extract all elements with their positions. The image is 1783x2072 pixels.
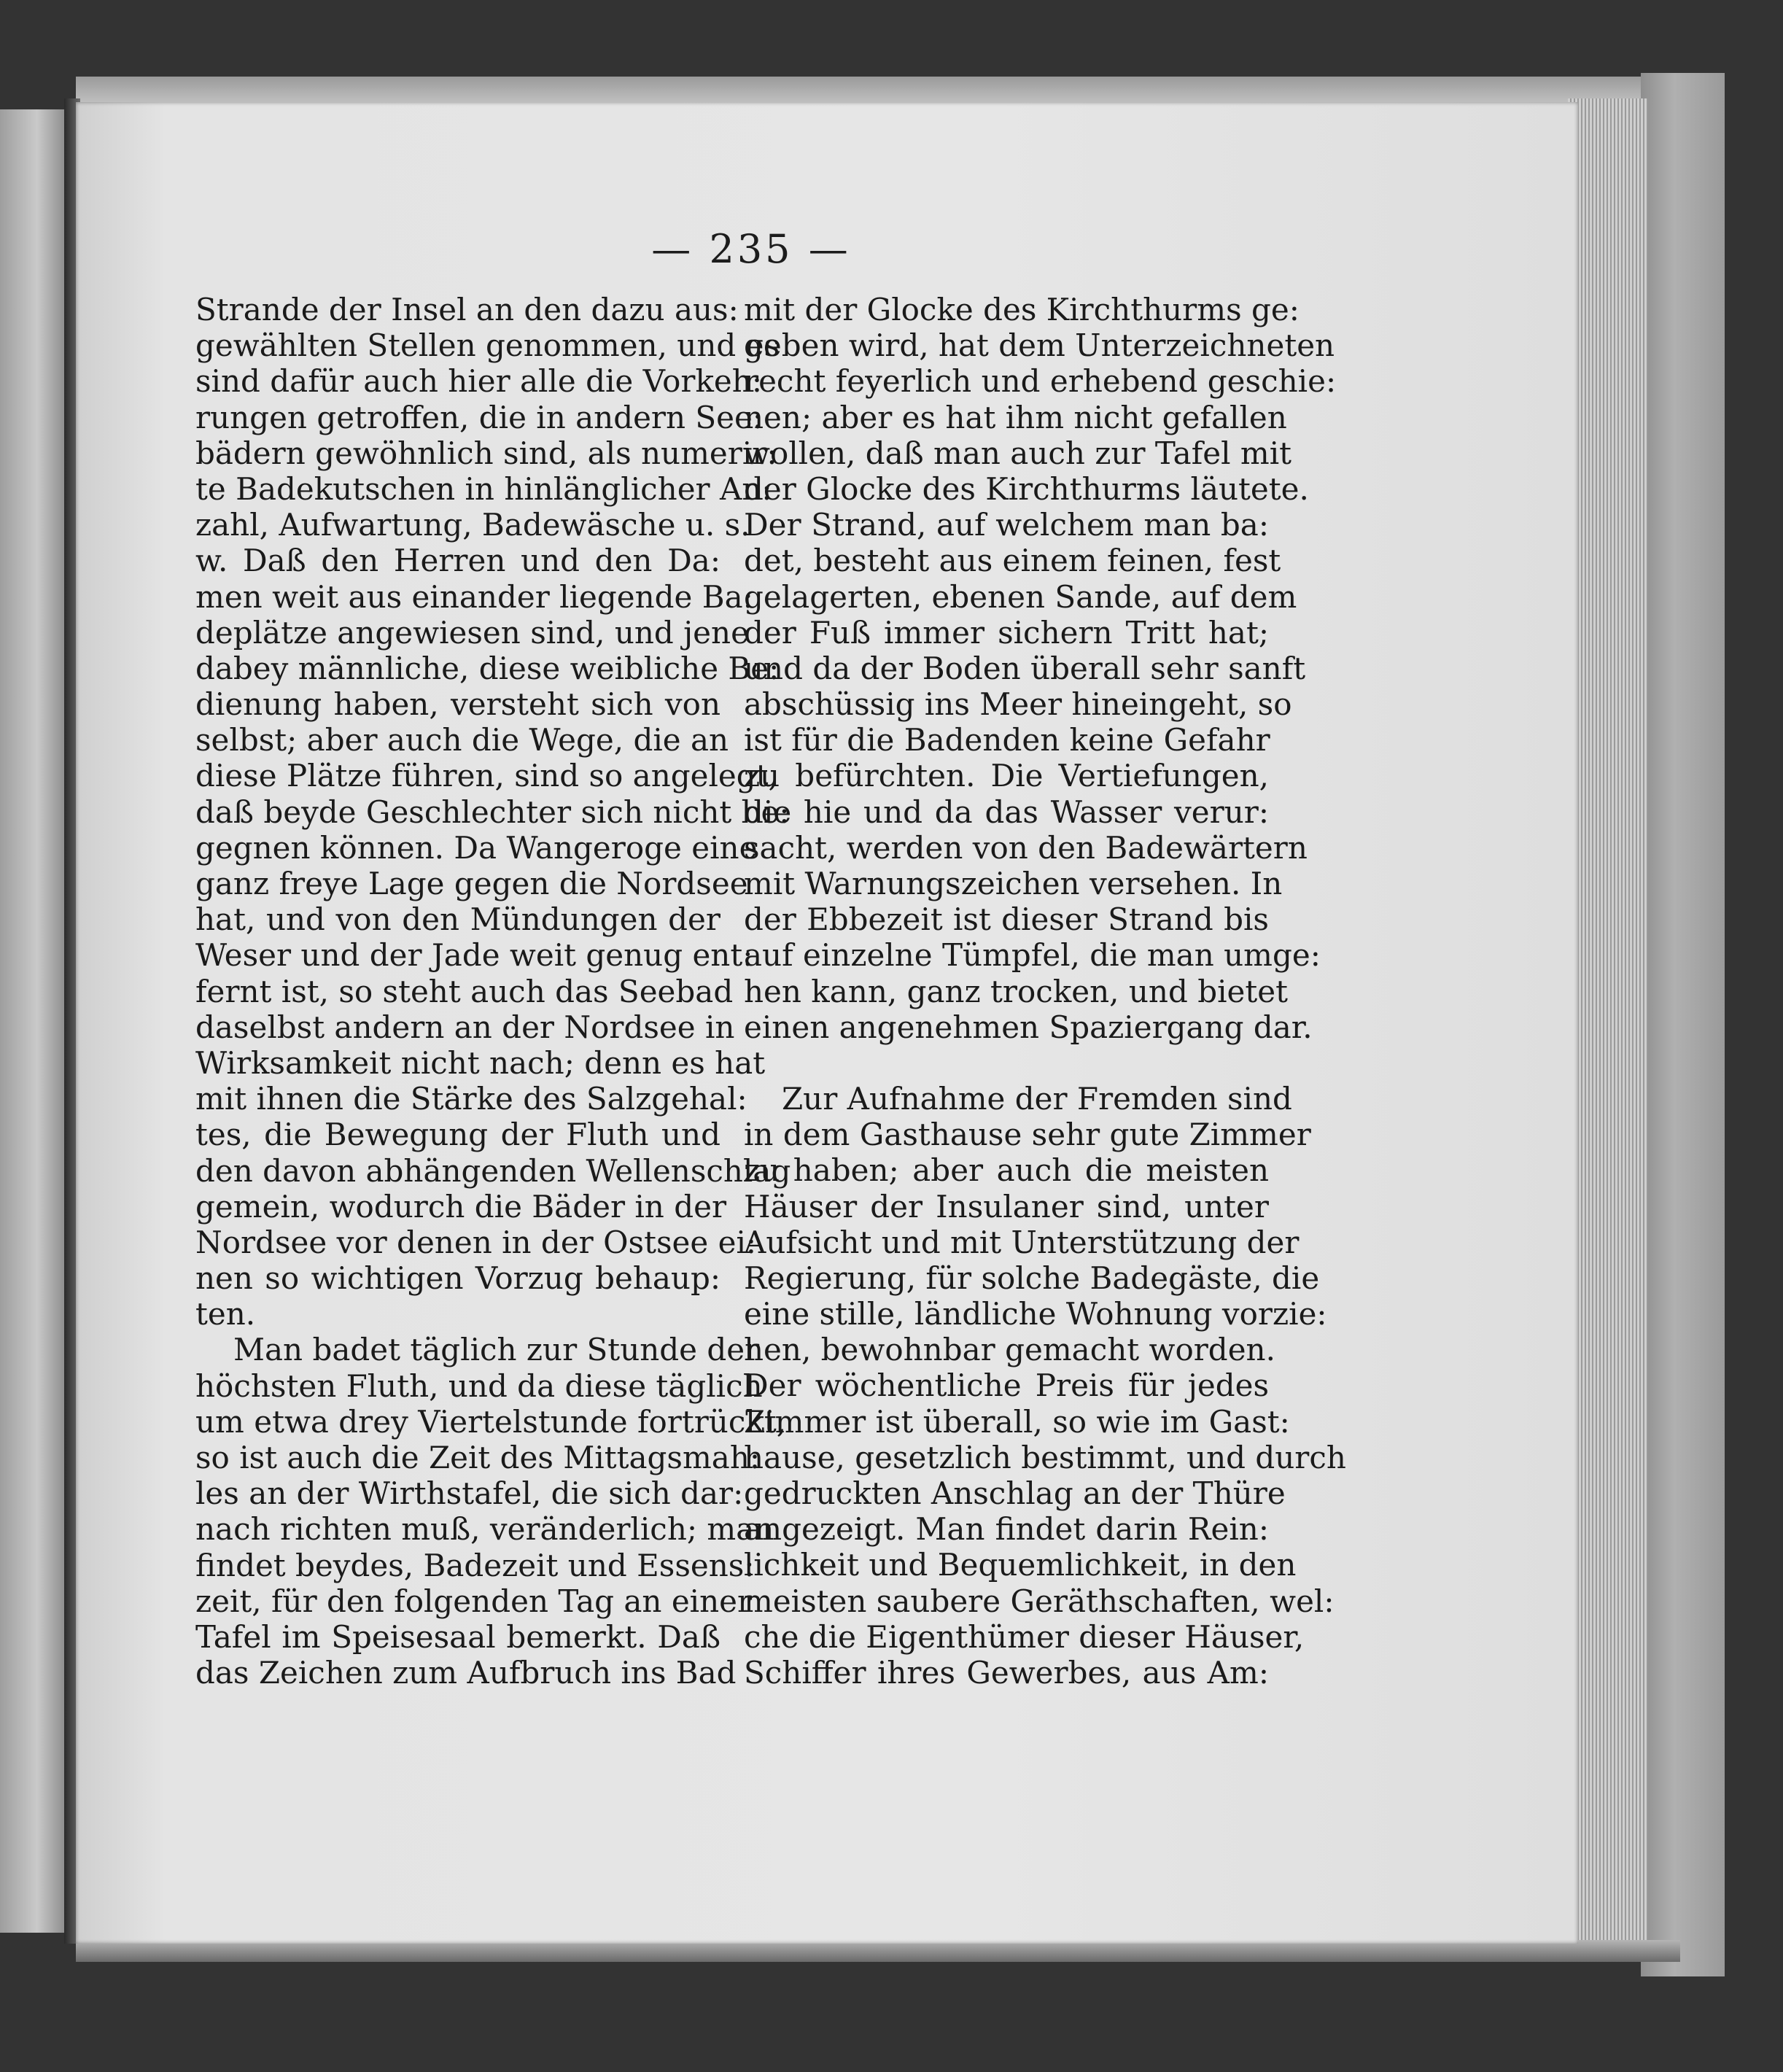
text-line: Man badet täglich zur Stunde der [233, 1332, 760, 1368]
text-line: zu haben; aber auch die meisten [744, 1152, 1269, 1189]
text-line: les an der Wirthstafel, die sich dar: [195, 1475, 744, 1512]
text-line: Zur Aufnahme der Fremden sind [782, 1080, 1292, 1117]
text-line: mit ihnen die Stärke des Salzgehal: [195, 1081, 747, 1117]
text-line: und da der Boden überall sehr sanft [744, 650, 1306, 686]
text-line: mit der Glocke des Kirchthurms ge: [744, 292, 1300, 327]
text-line: Regierung, für solche Badegäste, die [744, 1260, 1320, 1296]
text-line: Schiffer ihres Gewerbes, aus Am: [744, 1654, 1269, 1691]
text-line: meisten saubere Geräthschaften, wel: [744, 1583, 1335, 1619]
text-line: der Ebbezeit ist dieser Strand bis [744, 901, 1269, 938]
text-line: der Fuß immer sichern Tritt hat; [744, 614, 1269, 651]
text-line: Tafel im Speisesaal bemerkt. Daß [195, 1618, 720, 1655]
text-line: w. Daß den Herren und den Da: [195, 543, 720, 579]
text-line: den davon abhängenden Wellenschlag [195, 1152, 791, 1189]
text-line: Der Strand, auf welchem man ba: [744, 507, 1269, 543]
text-line: nen; aber es hat ihm nicht gefallen [744, 399, 1287, 435]
text-line: Häuser der Insulaner sind, unter [744, 1188, 1269, 1225]
right-text-column [744, 292, 1346, 1691]
text-line: gelagerten, ebenen Sande, auf dem [744, 578, 1297, 615]
text-line: lichkeit und Bequemlichkeit, in den [744, 1547, 1297, 1583]
text-line: das Zeichen zum Aufbruch ins Bad [195, 1655, 737, 1691]
paragraph-gap [744, 1045, 1269, 1081]
text-line: ist für die Badenden keine Gefahr [744, 722, 1270, 758]
text-line: gegnen können. Da Wangeroge eine [195, 829, 758, 866]
text-line: Aufsicht und mit Unterstützung der [744, 1224, 1300, 1260]
text-line: Zimmer ist überall, so wie im Gast: [744, 1403, 1290, 1440]
book-top-edge [76, 77, 1680, 106]
text-line: Wirksamkeit nicht nach; denn es hat [195, 1044, 766, 1081]
text-line: höchsten Fluth, und da diese täglich [195, 1367, 763, 1404]
text-line: gemein, wodurch die Bäder in der [195, 1188, 727, 1225]
text-line: der Glocke des Kirchthurms läutete. [744, 470, 1309, 507]
text-line: Nordsee vor denen in der Ostsee ei: [195, 1224, 757, 1260]
text-line: gedruckten Anschlag an der Thüre [744, 1475, 1286, 1511]
text-line: sacht, werden von den Badewärtern [744, 829, 1308, 866]
text-line: deplätze angewiesen sind, und jene [195, 614, 749, 651]
text-line: hause, gesetzlich bestimmt, und durch [744, 1439, 1346, 1475]
text-line: dabey männliche, diese weibliche Be: [195, 650, 780, 686]
text-line: rungen getroffen, die in andern See: [195, 399, 764, 435]
text-line: nen so wichtigen Vorzug behaup: [195, 1260, 720, 1297]
text-line: einen angenehmen Spaziergang dar. [744, 1009, 1313, 1045]
text-line: mit Warnungszeichen versehen. In [744, 866, 1283, 901]
text-line: zahl, Aufwartung, Badewäsche u. s. [195, 507, 750, 543]
text-line: um etwa drey Viertelstunde fortrückt, [195, 1403, 787, 1440]
left-text-column [195, 292, 791, 1691]
left-page-edge [0, 109, 67, 1933]
text-line: die hie und da das Wasser verur: [744, 794, 1269, 830]
text-line: in dem Gasthause sehr gute Zimmer [744, 1117, 1311, 1153]
text-line: sind dafür auch hier alle die Vorkeh: [195, 363, 762, 400]
text-line: gewählten Stellen genommen, und es [195, 327, 780, 364]
text-line: wollen, daß man auch zur Tafel mit [744, 435, 1292, 471]
page-number: — 235 — [651, 226, 851, 272]
text-line: so ist auch die Zeit des Mittagsmah: [195, 1440, 761, 1475]
page-stack-edges [1568, 98, 1648, 1951]
text-line: Weser und der Jade weit genug ent: [195, 937, 753, 974]
text-line: tes, die Bewegung der Fluth und [195, 1117, 720, 1153]
text-line: Der wöchentliche Preis für jedes [744, 1367, 1269, 1404]
text-line: ten. [195, 1296, 256, 1332]
text-line: che die Eigenthümer dieser Häuser, [744, 1618, 1305, 1655]
text-line: dienung haben, versteht sich von [195, 686, 720, 723]
text-line: eine stille, ländliche Wohnung vorzie: [744, 1296, 1327, 1332]
text-line: men weit aus einander liegende Ba: [195, 578, 753, 615]
text-line: ganz freye Lage gegen die Nordsee [195, 866, 748, 901]
text-line: diese Plätze führen, sind so angelegt, [195, 758, 778, 794]
text-line: zu befürchten. Die Vertiefungen, [744, 758, 1269, 794]
text-line: daselbst andern an der Nordsee in [195, 1009, 735, 1045]
text-line: nach richten muß, veränderlich; man [195, 1511, 774, 1548]
text-line: te Badekutschen in hinlänglicher An: [195, 470, 772, 507]
text-line: auf einzelne Tümpfel, die man umge: [744, 937, 1321, 974]
text-line: geben wird, hat dem Unterzeichneten [744, 327, 1335, 364]
text-line: hen kann, ganz trocken, und bietet [744, 973, 1288, 1009]
text-line: selbst; aber auch die Wege, die an [195, 722, 729, 758]
text-line: recht feyerlich und erhebend geschie: [744, 363, 1337, 400]
text-line: findet beydes, Badezeit und Essens: [195, 1547, 755, 1583]
text-line: daß beyde Geschlechter sich nicht be: [195, 794, 790, 830]
text-line: hat, und von den Mündungen der [195, 901, 720, 938]
book-cover-edge [1641, 73, 1725, 1976]
text-line: hen, bewohnbar gemacht worden. [744, 1332, 1275, 1368]
text-line: bädern gewöhnlich sind, als numerir: [195, 435, 777, 471]
text-line: angezeigt. Man findet darin Rein: [744, 1511, 1269, 1548]
text-line: Strande der Insel an den dazu aus: [195, 292, 739, 327]
text-line: abschüssig ins Meer hineingeht, so [744, 686, 1292, 723]
text-line: zeit, für den folgenden Tag an einer [195, 1583, 753, 1619]
text-line: det, besteht aus einem feinen, fest [744, 543, 1281, 579]
text-line: fernt ist, so steht auch das Seebad [195, 973, 734, 1009]
